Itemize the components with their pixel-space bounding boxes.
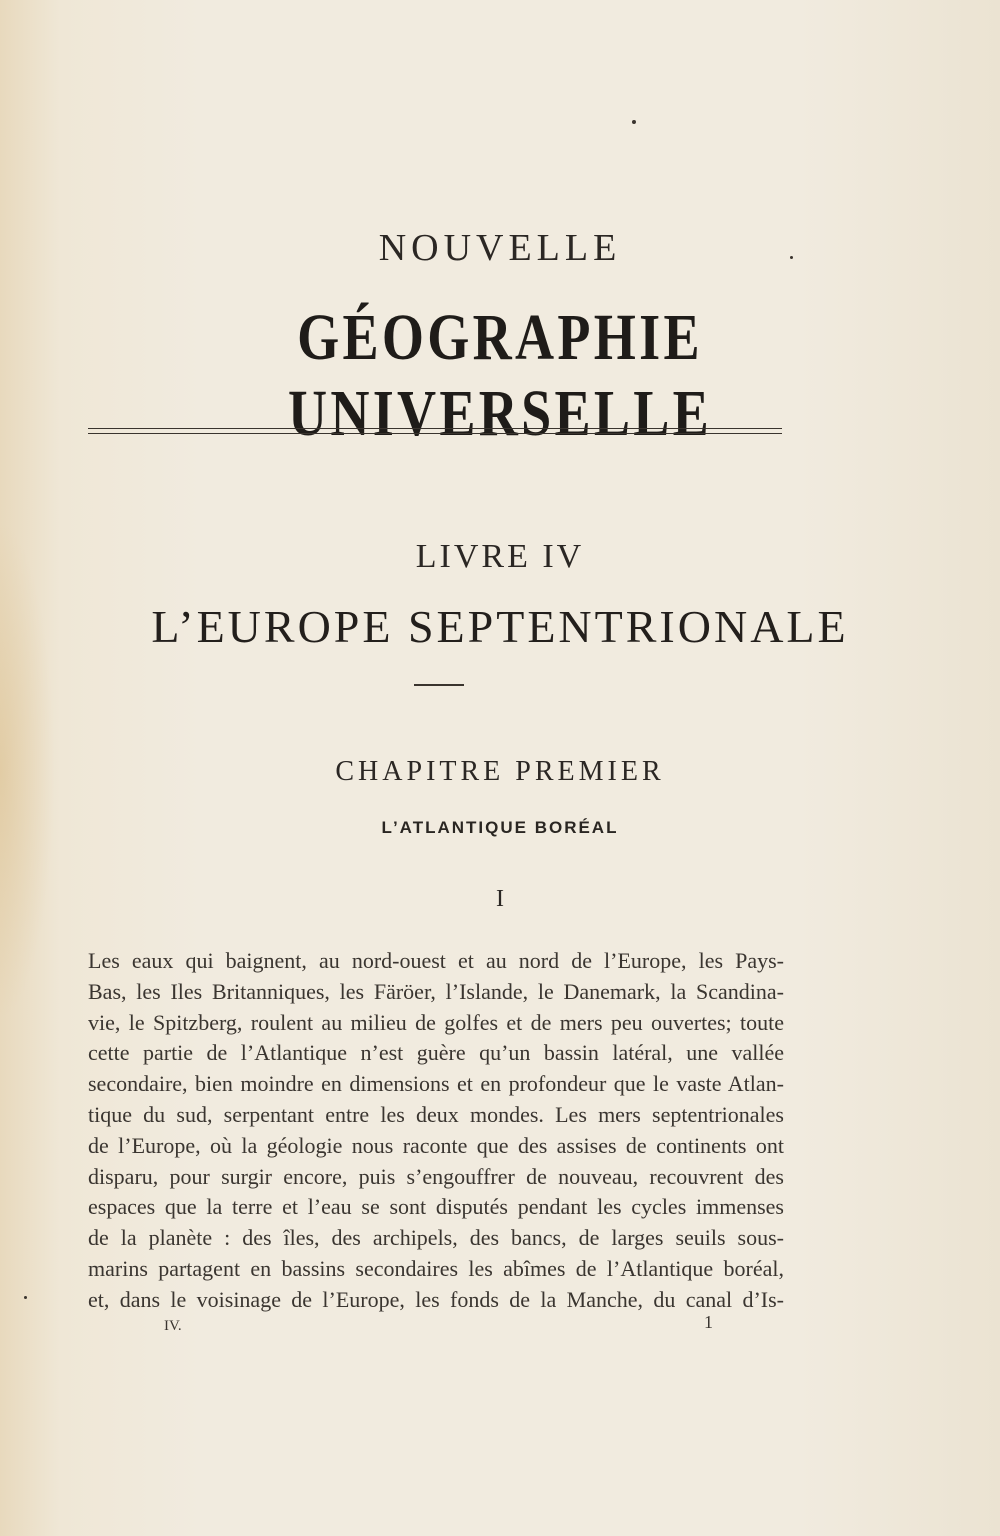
title-divider bbox=[88, 428, 782, 434]
text-line: Bas, les Iles Britanniques, les Färöer, l’Islande, le Danemark, la Scandina- bbox=[88, 978, 784, 1004]
text-line: secondaire, bien moindre en dimensions et en profondeur que le vaste Atlan- bbox=[88, 1071, 784, 1097]
text-line: marins partagent en bassins secondaires les abîmes de l’Atlantique boréal, bbox=[88, 1255, 784, 1281]
text-line: de la planète : des îles, des archipels, des bancs, de larges seuils sous- bbox=[88, 1225, 784, 1251]
text-line: de l’Europe, où la géologie nous raconte que des assises de continents ont bbox=[88, 1132, 784, 1158]
series-title: NOUVELLE bbox=[378, 227, 622, 269]
text-line: tique du sud, serpentant entre les deux mondes. Les mers septentrionales bbox=[88, 1101, 784, 1127]
chapter-heading: CHAPITRE PREMIER bbox=[335, 756, 665, 787]
text-line: disparu, pour surgir encore, puis s’engouffrer de nouveau, recouvrent des bbox=[88, 1163, 784, 1189]
text-line: et, dans le voisinage de l’Europe, les fonds de la Manche, du canal d’Is- bbox=[88, 1286, 784, 1312]
text-line: espaces que la terre et l’eau se sont disputés pendant les cycles immenses bbox=[88, 1194, 784, 1220]
page-number: 1 bbox=[704, 1312, 713, 1332]
ink-speck bbox=[24, 1296, 27, 1299]
text-line: Les eaux qui baignent, au nord-ouest et au nord de l’Europe, les Pays- bbox=[88, 948, 784, 973]
book-number: LIVRE IV bbox=[415, 538, 585, 575]
signature-mark: IV. bbox=[164, 1318, 182, 1334]
section-number: I bbox=[496, 886, 504, 912]
body-paragraph bbox=[88, 946, 784, 1316]
chapter-subtitle: L’ATLANTIQUE BORÉAL bbox=[381, 818, 619, 837]
main-title: GÉOGRAPHIE UNIVERSELLE bbox=[287, 301, 713, 450]
text-line: cette partie de l’Atlantique n’est guère qu’un bassin latéral, une vallée bbox=[88, 1040, 784, 1066]
book-title: L’EUROPE SEPTENTRIONALE bbox=[151, 601, 849, 652]
short-divider bbox=[414, 684, 464, 686]
text-line: vie, le Spitzberg, roulent au milieu de golfes et de mers peu ouvertes; toute bbox=[88, 1009, 784, 1035]
ink-speck bbox=[632, 120, 636, 124]
